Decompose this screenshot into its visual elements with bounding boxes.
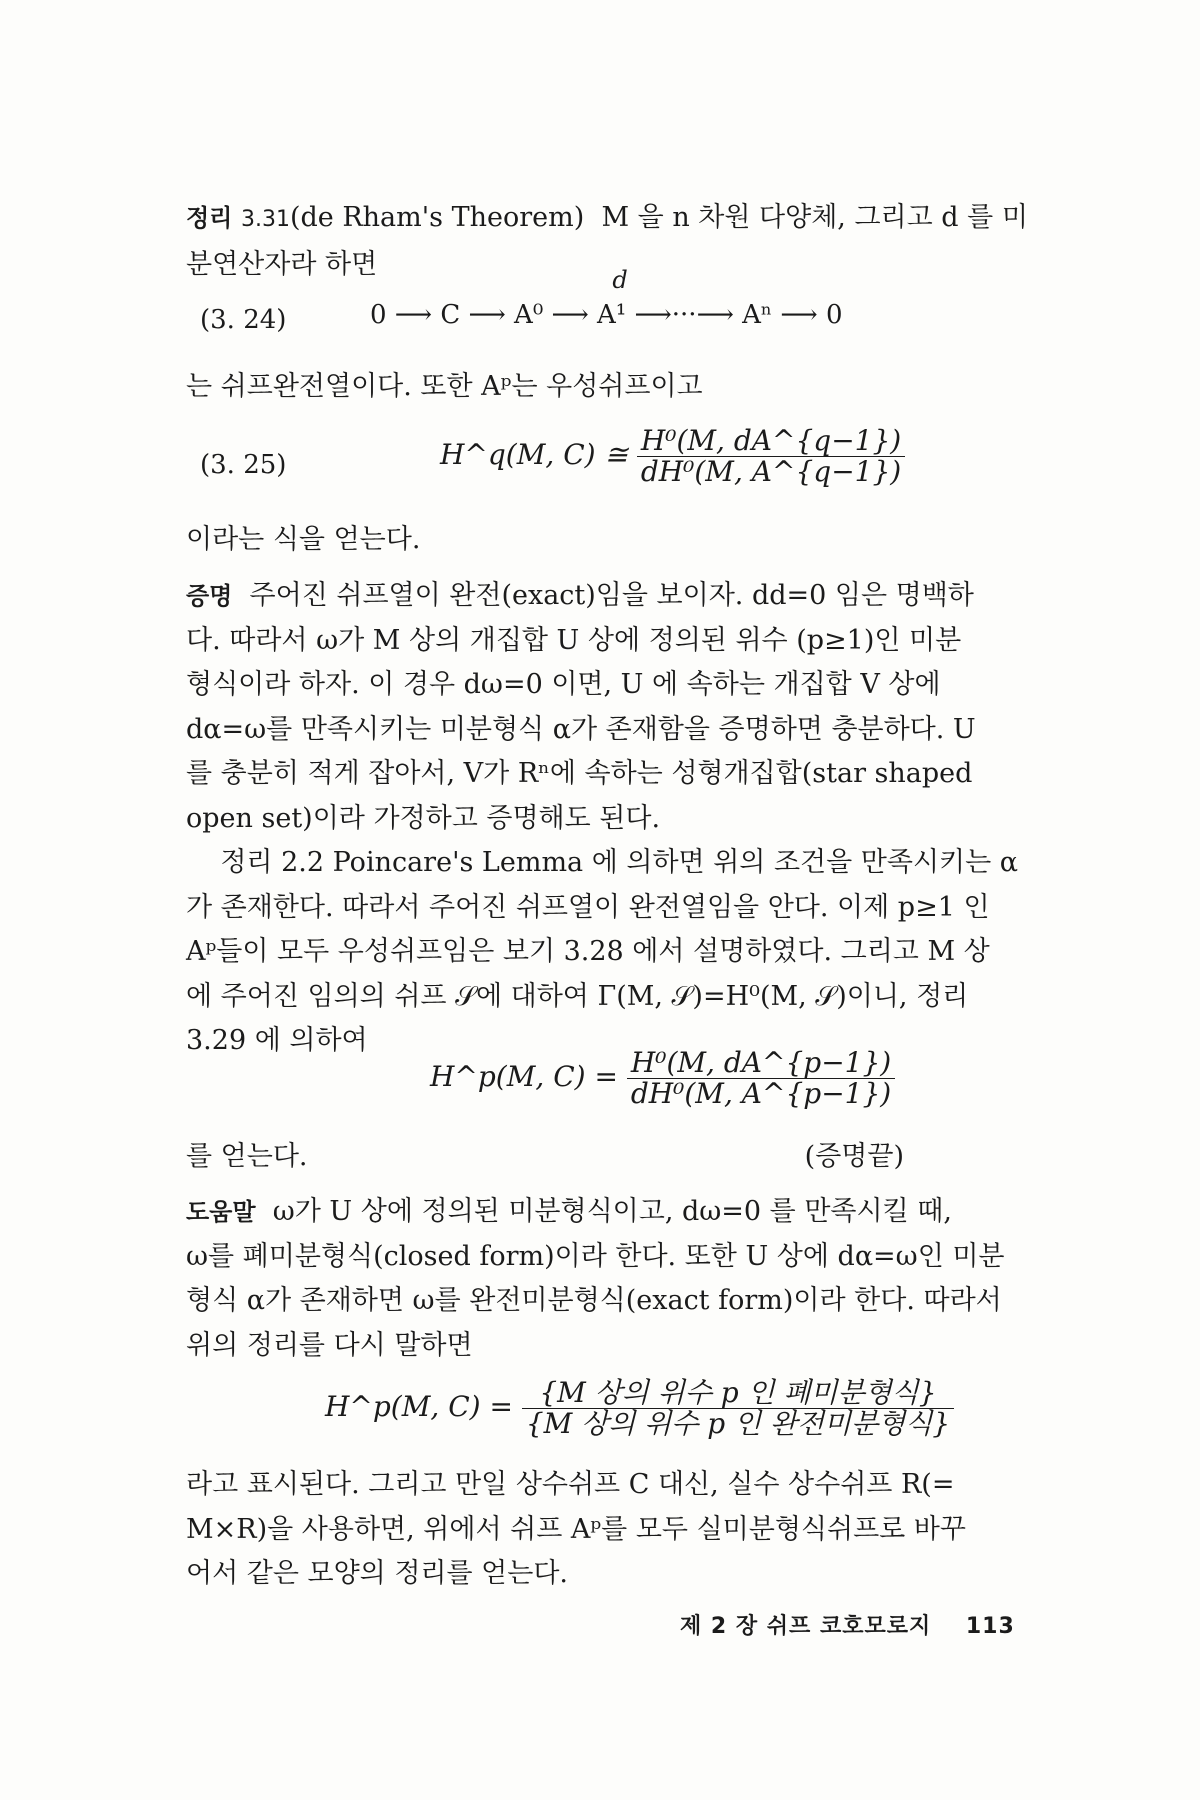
fraction-denominator: dH⁰(M, A^{p−1}) [630,1077,892,1110]
equation-number-3-25: (3. 25) [200,450,287,480]
fraction-numerator: H⁰(M, dA^{q−1}) [637,426,905,457]
remark-line-1: 도움말 ω가 U 상에 정의된 미분형식이고, dω=0 를 만족시킬 때, [186,1196,952,1227]
theorem-label: 정리 [186,204,233,232]
exact-sequence: 0 ⟶ C ⟶ A⁰ ⟶ A¹ ⟶···⟶ Aⁿ ⟶ 0 [370,300,843,330]
proof-label: 증명 [186,582,233,610]
fraction [522,1378,954,1439]
fraction-denominator: {M 상의 위수 p 인 완전미분형식} [525,1407,951,1440]
remark-line: 위의 정리를 다시 말하면 [186,1329,473,1361]
fraction-denominator: dH⁰(M, A^{q−1}) [640,455,902,488]
remark-equation [325,1378,954,1439]
proof-line: dα=ω를 만족시키는 미분형식 α가 존재함을 증명하면 충분하다. U [186,713,976,745]
proof-line: 에 주어진 임의의 쉬프 𝒮에 대하여 Γ(M, 𝒮)=H⁰(M, 𝒮)이니, 정리 [186,980,969,1012]
theorem-title: (de Rham's Theorem) [289,202,585,233]
text-line: 를 얻는다. (증명끝) [186,1135,1052,1180]
closing-line: 라고 표시된다. 그리고 만일 상수쉬프 C 대신, 실수 상수쉬프 R(= [186,1469,955,1500]
proof-equation [430,1048,895,1109]
text-line: 는 쉬프완전열이다. 또한 Aᵖ는 우성쉬프이고 [186,371,703,402]
after-eq-3-24 [186,365,1052,410]
proof-line: Aᵖ들이 모두 우성쉬프임은 보기 3.28 에서 설명하였다. 그리고 M 상 [186,936,990,967]
equation-lhs: H^q(M, C) ≅ [440,438,628,471]
proof-line: 3.29 에 의하여 [186,1025,368,1056]
fraction [637,426,905,487]
proof-line: 를 충분히 적게 잡아서, V가 Rⁿ에 속하는 성형개집합(star shaped [186,758,973,789]
theorem-line-2: 분연산자라 하면 [186,248,378,280]
proof-line: 형식이라 하자. 이 경우 dω=0 이면, U 에 속하는 개집합 V 상에 [186,669,941,700]
remark-line: 형식 α가 존재하면 ω를 완전미분형식(exact form)이라 한다. 따라서 [186,1285,1002,1316]
page-footer [680,1609,1015,1640]
proof-line: 다. 따라서 ω가 M 상의 개집합 U 상에 정의된 위수 (p≥1)인 미분 [186,624,962,656]
equation-lhs: H^p(M, C) = [430,1060,618,1093]
equation-number-3-24: (3. 24) [200,305,287,335]
remark-line: ω를 폐미분형식(closed form)이라 한다. 또한 U 상에 dα=ω인 미분 [186,1240,1005,1272]
proof-line-1: 증명 주어진 쉬프열이 완전(exact)임을 보이자. dd=0 임은 명백하 [186,580,974,611]
fraction-numerator: H⁰(M, dA^{p−1}) [627,1048,895,1079]
after-proof-equation [186,1135,1052,1180]
equation-lhs: H^p(M, C) = [325,1390,513,1423]
equation-3-25 [440,426,905,487]
equation-3-24: d 0 ⟶ C ⟶ A⁰ ⟶ A¹ ⟶···⟶ Aⁿ ⟶ 0 [370,266,843,330]
fraction [627,1048,895,1109]
proof-line: 가 존재한다. 따라서 주어진 쉬프열이 완전열임을 안다. 이제 p≥1 인 [186,891,990,923]
proof-line: 정리 2.2 Poincare's Lemma 에 의하면 위의 조건을 만족시키는 α [220,847,1019,878]
text-line: 이라는 식을 얻는다. [186,524,421,555]
page-number: 113 [965,1614,1015,1639]
theorem-statement-1: M 을 n 차원 다양체, 그리고 d 를 미 [601,202,1028,233]
qed-mark: (증명끝) [804,1141,904,1172]
fraction-numerator: {M 상의 위수 p 인 폐미분형식} [522,1378,954,1409]
theorem-line-1 [186,196,1052,243]
remark-label: 도움말 [186,1198,256,1226]
chapter-title: 제 2 장 쉬프 코호모로지 [680,1614,932,1639]
proof-block [186,574,1052,1064]
closing-line: M×R)을 사용하면, 위에서 쉬프 Aᵖ를 모두 실미분형식쉬프로 바꾸 [186,1513,966,1545]
after-eq-3-25 [186,518,1052,563]
remark-block [186,1190,1052,1368]
closing-line: 어서 같은 모양의 정리를 얻는다. [186,1558,568,1589]
theorem-number: 3.31 [240,207,290,232]
closing-block [186,1463,1052,1597]
proof-line: open set)이라 가정하고 증명해도 된다. [186,802,661,834]
